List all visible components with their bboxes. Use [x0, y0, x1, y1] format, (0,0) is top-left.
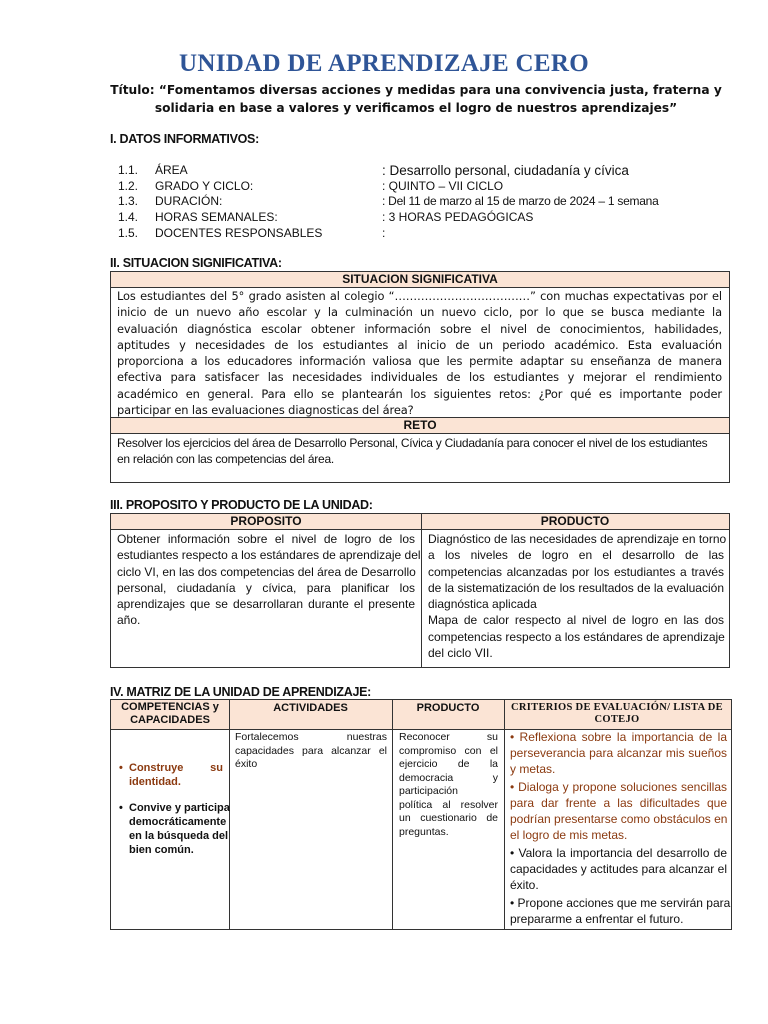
criterio-line: perseverancia para alcanzar mis sueños: [510, 746, 727, 760]
matriz-header-actividades: ACTIVIDADES: [273, 702, 348, 714]
criterio-line: • Reflexiona sobre la importancia de la: [510, 730, 727, 744]
text-line: a los niveles de logro en el desarrollo de las: [428, 548, 724, 563]
reto-title: RETO: [111, 418, 729, 434]
text-line: académico en general. Para ello se plantearán los siguientes retos: ¿Por qué es importante poder: [117, 386, 722, 401]
text-line: aptitudes y necesidades de los estudiantes al inicio de un periodo académico. Esta evaluación: [117, 337, 722, 352]
competencia-item: [119, 801, 230, 857]
competencia-line: democráticamente: [129, 816, 227, 828]
criterio-line: • Propone acciones que me servirán para: [510, 896, 731, 910]
text-line: de la sistematización de los resultados de la evaluación: [428, 580, 724, 595]
datos-row-label: ÁREA: [155, 163, 188, 177]
matriz-header-criterios: CRITERIOS DE EVALUACIÓN/ LISTA DE COTEJO: [511, 702, 723, 725]
datos-row: [118, 179, 718, 195]
datos-row-value: : 3 HORAS PEDAGÓGICAS: [382, 210, 534, 224]
datos-row-number: 1.4.: [118, 210, 139, 224]
text-line: un cuestionario de: [399, 812, 498, 824]
proposito-col-header: PROPOSITO: [111, 514, 421, 530]
competencia-line: Construye su: [129, 762, 223, 774]
situacion-box: [110, 271, 730, 483]
datos-row-value: : Del 11 de marzo al 15 de marzo de 2024 – 1 semana: [382, 194, 659, 208]
criterio-line: • Valora la importancia del desarrollo de: [510, 846, 727, 860]
datos-row-value: : Desarrollo personal, ciudadanía y cívica: [382, 163, 629, 178]
text-line: Resolver los ejercicios del área de Desarrollo Personal, Cívica y Ciudadanía para conocer el nivel de los estudiantes: [117, 436, 708, 450]
section-heading-matriz: IV. MATRIZ DE LA UNIDAD DE APRENDIZAJE:: [110, 685, 371, 699]
divider: [504, 700, 505, 929]
text-line: inicio de un nuevo año escolar y la culminación un nuevo ciclo, por lo que se busca mediante la: [117, 305, 722, 320]
proposito-table: [110, 513, 730, 668]
text-line: Los estudiantes del 5° grado asisten al colegio “………………………………” con muchas expectativas por el: [117, 289, 722, 303]
criterio-line: el logro de mis metas.: [510, 828, 628, 842]
text-line: capacidades para alcanzar el: [235, 744, 387, 757]
matriz-header-producto: PRODUCTO: [416, 702, 480, 714]
datos-row: [118, 210, 718, 226]
text-line: en relación con las competencias del área.: [117, 452, 334, 467]
text-line: democracia y: [399, 771, 498, 784]
datos-row-label: GRADO Y CICLO:: [155, 179, 254, 193]
datos-row-number: 1.1.: [118, 163, 139, 177]
criterio-line: capacidades y actitudes para alcanzar el: [510, 862, 727, 876]
competencia-item: [119, 761, 223, 789]
text-line: proporciona a los educadores información valiosa que les permite adaptar su enseñanza de manera: [117, 354, 722, 369]
text-line: competencias alcanzadas por los estudiantes a través: [428, 564, 724, 579]
text-line: éxito: [235, 758, 258, 770]
text-line: evaluación diagnóstica escolar obtener información sobre el nivel de conocimientos, habilidades,: [117, 321, 722, 336]
proposito-text: [117, 531, 421, 629]
criterio-line: prepararme a enfrentar el futuro.: [510, 912, 684, 926]
datos-row-label: HORAS SEMANALES:: [155, 210, 278, 224]
matriz-producto-text: [399, 731, 498, 839]
matriz-header-competencias: COMPETENCIAS y CAPACIDADES: [121, 701, 219, 726]
text-line: del ciclo VII.: [428, 646, 493, 661]
text-line: compromiso con el: [399, 744, 498, 757]
section-heading-situacion: II. SITUACION SIGNIFICATIVA:: [110, 256, 282, 270]
situacion-text: [117, 288, 722, 418]
text-line: efectiva para satisfacer las necesidades individuales de los estudiantes y mejorar el rendimiento: [117, 370, 722, 385]
text-line: preguntas.: [399, 825, 449, 838]
matriz-table: [110, 699, 732, 930]
criterio-item: [510, 895, 731, 927]
competencia-line: en la búsqueda del: [129, 830, 229, 842]
datos-row-value: :: [382, 226, 386, 240]
text-line: Diagnóstico de las necesidades de aprendizaje en torno: [428, 532, 727, 546]
criterio-item: [510, 729, 727, 777]
bullet-icon: •: [119, 762, 123, 774]
competencia-line: Convive y participa: [129, 802, 230, 814]
criterio-line: podrían presentarse como obstáculos en: [510, 812, 728, 826]
datos-row: [118, 226, 718, 242]
text-line: diagnóstica aplicada: [428, 597, 537, 612]
section-heading-proposito: III. PROPOSITO Y PRODUCTO DE LA UNIDAD:: [110, 498, 373, 512]
text-line: Fortalecemos nuestras: [235, 731, 387, 743]
criterio-line: éxito.: [510, 878, 539, 892]
page-title: UNIDAD DE APRENDIZAJE CERO: [179, 50, 589, 77]
text-line: participar en las evaluaciones diagnosticas del área?: [117, 403, 414, 418]
text-line: aprendizajes que se desarrollaran durante el presente: [117, 597, 415, 612]
criterio-line: • Dialoga y propone soluciones sencillas: [510, 780, 727, 794]
divider: [421, 514, 422, 667]
datos-row-label: DURACIÓN:: [155, 194, 223, 208]
criterio-item: [510, 779, 727, 843]
datos-row-number: 1.2.: [118, 179, 139, 193]
text-line: participación: [399, 785, 458, 797]
criterios-cell: [510, 729, 731, 929]
datos-row-value: : QUINTO – VII CICLO: [382, 179, 504, 193]
datos-row: [118, 194, 718, 210]
text-line: personal, ciudadanía y cívica, para planificar los: [117, 580, 415, 595]
situacion-box-title: SITUACION SIGNIFICATIVA: [111, 272, 729, 288]
criterio-item: [510, 845, 727, 893]
criterio-line: y metas.: [510, 762, 556, 776]
datos-row-number: 1.5.: [118, 226, 139, 240]
text-line: año.: [117, 613, 141, 628]
text-line: ciclo VI, en las dos competencias del área de Desarrollo: [117, 564, 416, 579]
competencia-line: bien común.: [129, 844, 194, 856]
actividades-text: [235, 731, 387, 772]
reto-text: [117, 435, 727, 468]
section-heading-datos: I. DATOS INFORMATIVOS:: [110, 132, 259, 146]
text-line: Reconocer su: [399, 731, 498, 743]
text-line: Obtener información sobre el nivel de logro de los: [117, 532, 415, 546]
criterio-line: para dar frente a las dificultades que: [510, 796, 727, 810]
divider: [229, 700, 230, 929]
datos-row-number: 1.3.: [118, 194, 139, 208]
text-line: estudiantes respecto a los estándares de aprendizaje del: [117, 548, 421, 563]
text-line: competencias respecto a los estándares de aprendizaje: [428, 629, 725, 644]
datos-row-label: DOCENTES RESPONSABLES: [155, 226, 323, 240]
unit-subtitle: Título: “Fomentamos diversas acciones y medidas para una convivencia justa, fraterna y solidaria en base a valores y verificamos el logro de nuestros aprendizajes”: [110, 83, 722, 115]
datos-row: [118, 163, 718, 179]
producto-text: [428, 531, 727, 661]
bullet-icon: •: [119, 802, 123, 814]
producto-col-header: PRODUCTO: [421, 514, 729, 530]
text-line: política al resolver: [399, 798, 498, 811]
divider: [392, 700, 393, 929]
text-line: ejercicio de la: [399, 758, 498, 770]
text-line: Mapa de calor respecto al nivel de logro en las dos: [428, 613, 724, 628]
competencia-line: identidad.: [129, 776, 181, 788]
